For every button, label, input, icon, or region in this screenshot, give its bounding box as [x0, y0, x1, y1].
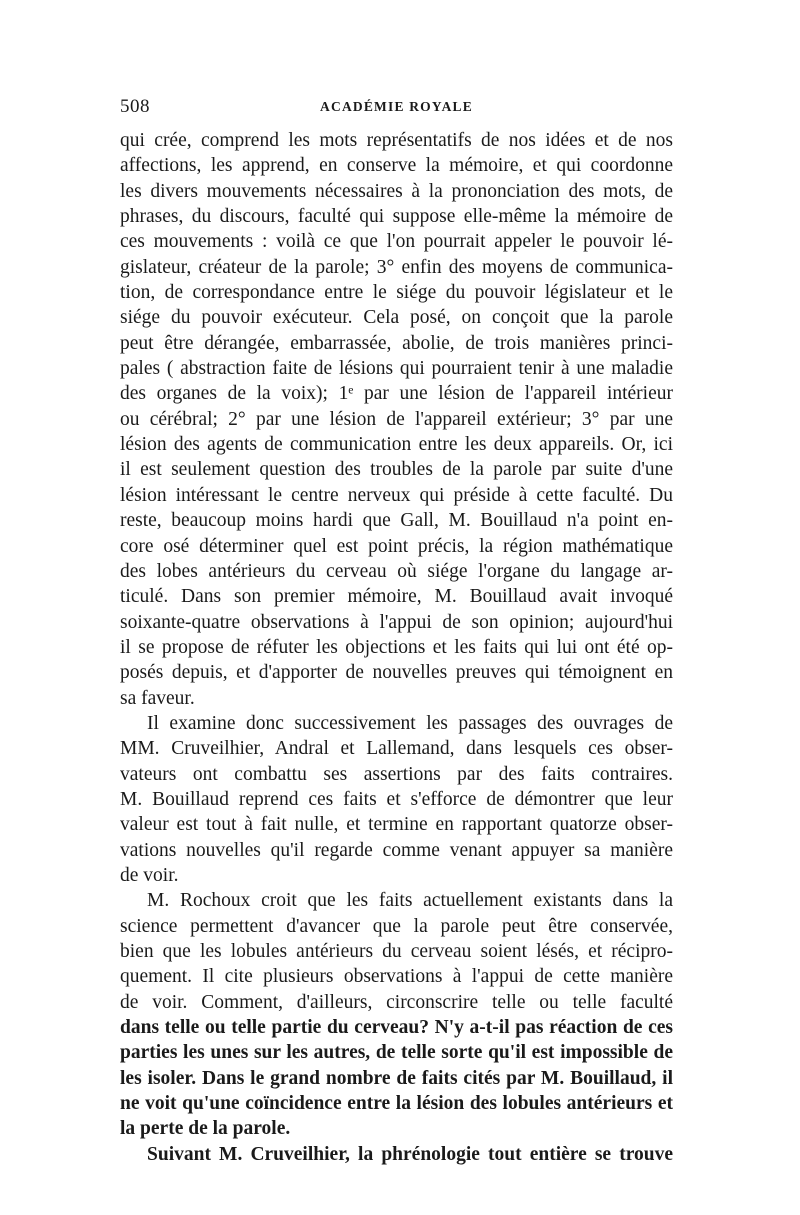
text-line: gislateur, créateur de la parole; 3° enfin des moyens de communica- [120, 256, 673, 278]
page-number: 508 [120, 96, 150, 117]
text-line: reste, beaucoup moins hardi que Gall, M. Bouillaud n'a point en- [120, 510, 673, 532]
running-head [120, 96, 673, 120]
text-line: siége du pouvoir exécuteur. Cela posé, on conçoit que la parole [120, 307, 673, 329]
text-line: les divers mouvements nécessaires à la prononciation des mots, de [120, 180, 673, 202]
text-line: affections, les apprend, en conserve la mémoire, et qui coordonne [120, 155, 673, 177]
text-line: sa faveur. [120, 687, 195, 709]
text-line: tion, de correspondance entre le siége du pouvoir législateur et le [120, 282, 673, 304]
text-line: il est seulement question des troubles de la parole par suite d'une [120, 459, 673, 481]
paragraph-start-line: M. Rochoux croit que les faits actuellement existants dans la [147, 890, 673, 912]
text-line: posés depuis, et d'apporter de nouvelles preuves qui témoignent en [120, 662, 673, 684]
text-line: core osé déterminer quel est point précis, la région mathématique [120, 535, 673, 557]
text-line: parties les unes sur les autres, de telle sorte qu'il est impossible de [120, 1042, 673, 1064]
text-line: ces mouvements : voilà ce que l'on pourrait appeler le pouvoir lé- [120, 231, 673, 253]
text-line: MM. Cruveilhier, Andral et Lallemand, dans lesquels ces obser- [120, 738, 673, 760]
text-line: des lobes antérieurs du cerveau où siége l'organe du langage ar- [120, 560, 673, 582]
text-line: de voir. [120, 864, 179, 886]
text-line: lésion intéressant le centre nerveux qui préside à cette faculté. Du [120, 484, 673, 506]
text-line: peut être dérangée, embarrassée, abolie, de trois manières princi- [120, 332, 673, 354]
text-line: soixante-quatre observations à l'appui de son opinion; aujourd'hui [120, 611, 673, 633]
text-line: vateurs ont combattu ses assertions par des faits contraires. [120, 763, 673, 785]
text-line: pales ( abstraction faite de lésions qui pourraient tenir à une maladie [120, 358, 673, 380]
text-line: les isoler. Dans le grand nombre de faits cités par M. Bouillaud, il [120, 1067, 673, 1089]
text-line: la perte de la parole. [120, 1118, 291, 1140]
text-line: bien que les lobules antérieurs du cerveau soient lésés, et récipro- [120, 941, 673, 962]
text-line: dans telle ou telle partie du cerveau? N'y a-t-il pas réaction de ces [120, 1017, 673, 1039]
text-line: ne voit qu'une coïncidence entre la lésion des lobules antérieurs et [120, 1093, 673, 1115]
text-line: science permettent d'avancer que la parole peut être conservée, [120, 915, 673, 937]
text-line: phrases, du discours, faculté qui suppose elle-même la mémoire de [120, 206, 673, 228]
text-line: vations nouvelles qu'il regarde comme venant appuyer sa manière [120, 839, 673, 861]
text-line: M. Bouillaud reprend ces faits et s'efforce de démontrer que leur [120, 788, 673, 810]
text-line: quement. Il cite plusieurs observations à l'appui de cette manière [120, 966, 673, 988]
text-line: des organes de la voix); 1ᵉ par une lésion de l'appareil intérieur [120, 383, 673, 405]
text-line: ticulé. Dans son premier mémoire, M. Bouillaud avait invoqué [120, 586, 673, 608]
paragraph-start-line: Suivant M. Cruveilhier, la phrénologie tout entière se trouve [147, 1143, 673, 1165]
text-line: lésion des agents de communication entre les deux appareils. Or, ici [120, 434, 673, 456]
body-text [120, 128, 673, 1167]
text-line: valeur est tout à fait nulle, et termine en rapportant quatorze obser- [120, 814, 673, 836]
text-line: qui crée, comprend les mots représentatifs de nos idées et de nos [120, 130, 673, 151]
running-title: ACADÉMIE ROYALE [320, 99, 473, 114]
text-line: il se propose de réfuter les objections et les faits qui lui ont été op- [120, 636, 673, 658]
text-line: ou cérébral; 2° par une lésion de l'appareil extérieur; 3° par une [120, 408, 673, 430]
text-line: de voir. Comment, d'ailleurs, circonscrire telle ou telle faculté [120, 991, 673, 1013]
paragraph-start-line: Il examine donc successivement les passages des ouvrages de [147, 712, 673, 734]
